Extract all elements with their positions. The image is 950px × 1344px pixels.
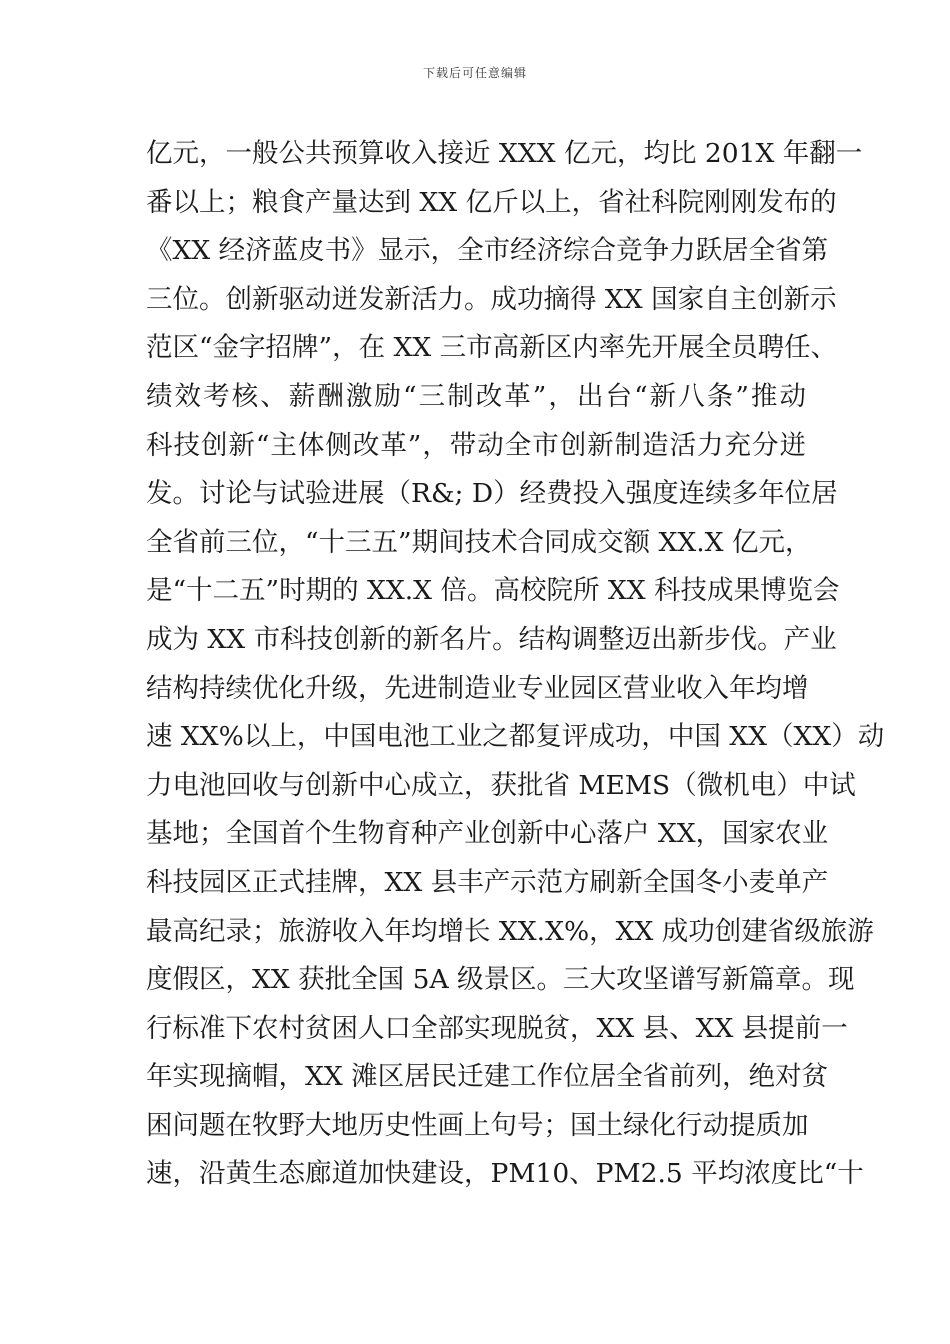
text-line: 最高纪录；旅游收入年均增长 XX.X%，XX 成功创建省级旅游 — [146, 915, 874, 947]
text-line: 发。讨论与试验进展（R&; D）经费投入强度连续多年位居 — [146, 478, 838, 510]
text-line: 行标准下农村贫困人口全部实现脱贫，XX 县、XX 县提前一 — [146, 1012, 848, 1044]
page-header-note: 下载后可任意编辑 — [422, 66, 527, 80]
text-line: 度假区，XX 获批全国 5A 级景区。三大攻坚谱写新篇章。现 — [146, 964, 855, 996]
text-line: 科技创新“主体侧改革”，带动全市创新制造活力充分迸 — [146, 429, 806, 461]
text-line: 年实现摘帽，XX 滩区居民迁建工作位居全省前列，绝对贫 — [146, 1061, 829, 1093]
text-line: 科技园区正式挂牌，XX 县丰产示范方刷新全国冬小麦单产 — [146, 866, 829, 898]
text-line: 基地；全国首个生物育种产业创新中心落户 XX，国家农业 — [146, 818, 829, 850]
text-line: 速，沿黄生态廊道加快建设，PM10、PM2.5 平均浓度比“十 — [146, 1158, 864, 1190]
text-line: 范区“金字招牌”，在 XX 三市高新区内率先开展全员聘任、 — [146, 332, 838, 364]
text-line: 番以上；粮食产量达到 XX 亿斤以上，省社科院刚刚发布的 — [146, 186, 837, 218]
text-line: 绩效考核、薪酬激励“三制改革”，出台“新八条”推动 — [146, 380, 806, 412]
text-line: 力电池回收与创新中心成立，获批省 MEMS（微机电）中试 — [146, 769, 856, 801]
text-line: 结构持续优化升级，先进制造业专业园区营业收入年均增 — [146, 672, 809, 704]
text-line: 三位。创新驱动迸发新活力。成功摘得 XX 国家自主创新示 — [146, 283, 837, 315]
text-line: 困问题在牧野大地历史性画上句号；国土绿化行动提质加 — [146, 1109, 809, 1141]
text-line: 《XX 经济蓝皮书》显示，全市经济综合竞争力跃居全省第 — [146, 235, 829, 267]
text-line: 是“十二五”时期的 XX.X 倍。高校院所 XX 科技成果博览会 — [146, 575, 840, 607]
text-line: 成为 XX 市科技创新的新名片。结构调整迈出新步伐。产业 — [146, 623, 837, 655]
text-line: 全省前三位，“十三五”期间技术合同成交额 XX.X 亿元， — [146, 526, 812, 558]
text-line: 亿元，一般公共预算收入接近 XXX 亿元，均比 201X 年翻一 — [146, 138, 863, 169]
text-line: 速 XX%以上，中国电池工业之都复评成功，中国 XX（XX）动 — [146, 721, 885, 753]
document-body — [146, 130, 885, 1199]
